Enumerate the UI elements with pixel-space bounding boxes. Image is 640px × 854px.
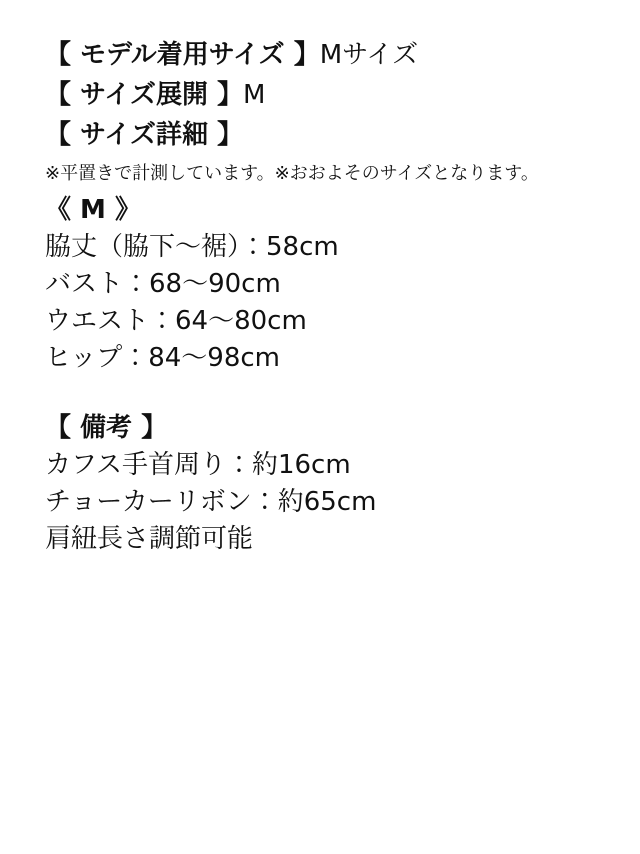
- model-size-value: Mサイズ: [319, 40, 419, 70]
- measurement-side-length: 脇丈（脇下〜裾）：58cm: [45, 232, 339, 262]
- size-lineup-value: M: [243, 80, 266, 110]
- size-lineup-line: [45, 75, 620, 115]
- remarks-heading: 【 備考 】: [45, 413, 168, 443]
- measurement-hip: ヒップ：84〜98cm: [45, 343, 281, 373]
- measurement-waist: ウエスト：64〜80cm: [45, 306, 307, 336]
- model-size-label: 【 モデル着用サイズ 】: [45, 40, 320, 70]
- remark-choker-ribbon: チョーカーリボン：約65cm: [45, 487, 377, 517]
- measurement-bust: バスト：68〜90cm: [45, 269, 281, 299]
- remark-cuff: カフス手首周り：約16cm: [45, 450, 351, 480]
- size-lineup-label: 【 サイズ展開 】: [45, 80, 244, 110]
- model-size-line: [45, 35, 620, 75]
- remark-shoulder-strap: 肩紐長さ調節可能: [45, 524, 254, 554]
- size-detail-heading: 【 サイズ詳細 】: [45, 120, 244, 150]
- blank-line: [45, 377, 620, 410]
- size-m-heading: 《 M 》: [45, 195, 141, 225]
- measurement-note: ※平置きで計測しています。※おおよそのサイズとなります。: [45, 163, 539, 184]
